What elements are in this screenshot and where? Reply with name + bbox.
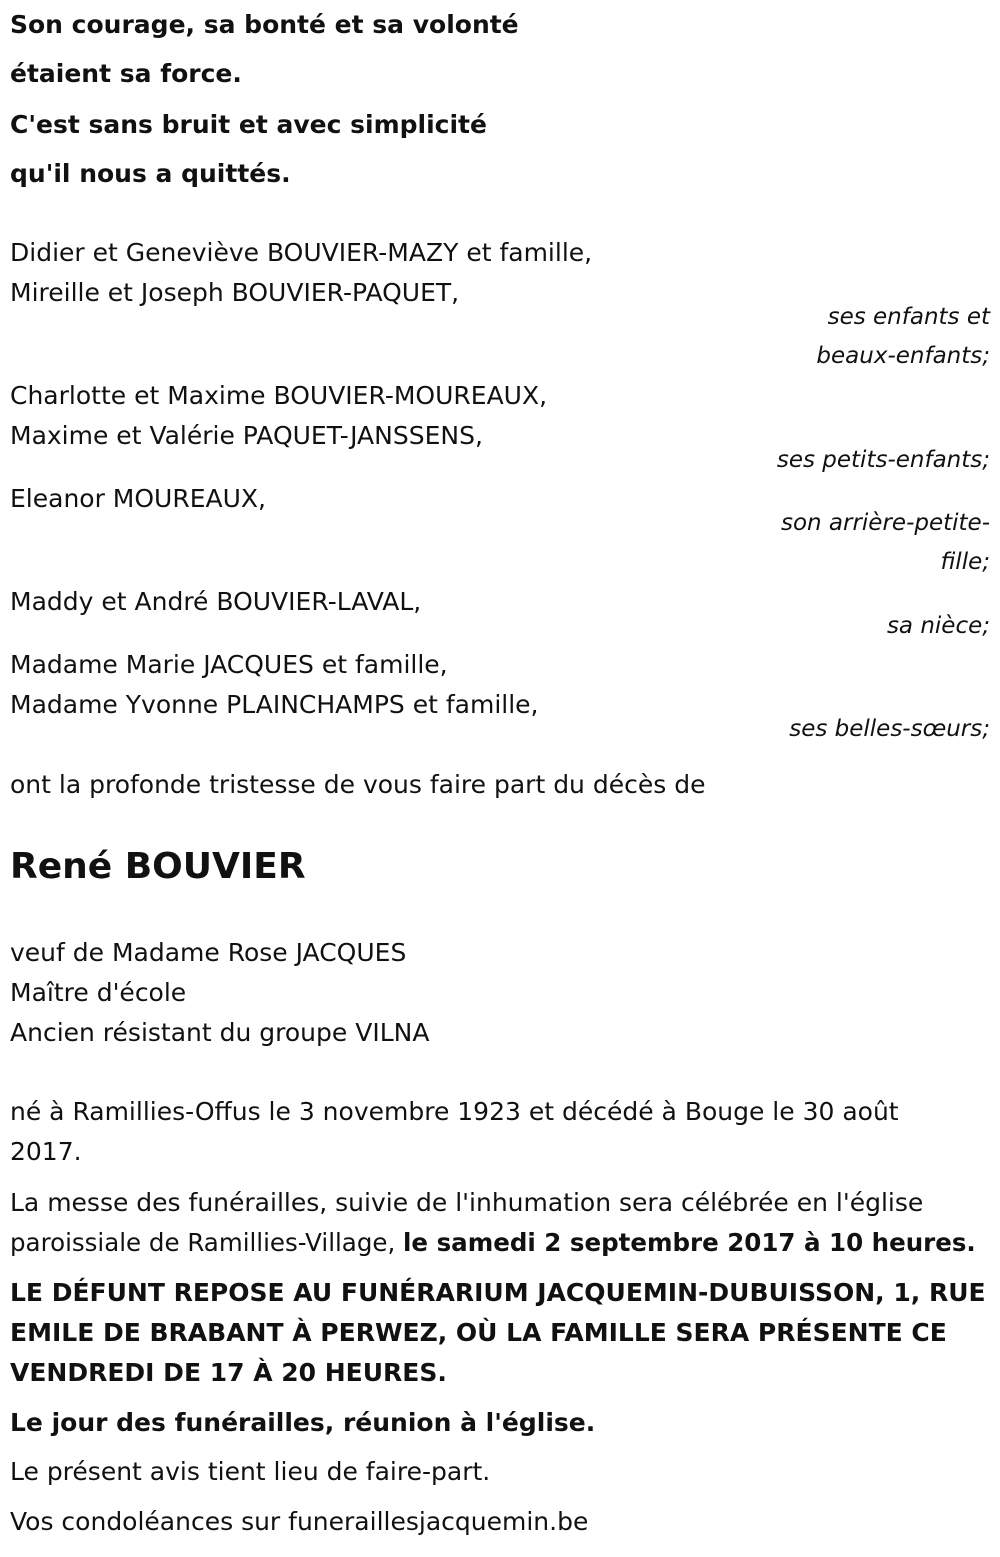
meeting-text: Le jour des funérailles, réunion à l'église. <box>10 1408 596 1437</box>
condolences-text: Vos condoléances sur funeraillesjacquemin.be <box>10 1507 589 1536</box>
ceremony-place: paroissiale de Ramillies-Village, <box>10 1228 404 1257</box>
grandchildren-role: ses petits-enfants; <box>776 447 990 473</box>
children-line-1: Didier et Geneviève BOUVIER-MAZY et famille, <box>10 238 593 267</box>
deceased-name: René BOUVIER <box>10 846 306 887</box>
ceremony-date: le samedi 2 septembre 2017 à 10 heures. <box>403 1228 976 1257</box>
detail-resistance: Ancien résistant du groupe VILNA <box>10 1018 430 1047</box>
sisters-in-law-line-1: Madame Marie JACQUES et famille, <box>10 650 448 679</box>
sisters-in-law-line-2: Madame Yvonne PLAINCHAMPS et famille, <box>10 690 539 719</box>
poem-line-3: C'est sans bruit et avec simplicité <box>10 110 487 139</box>
detail-profession: Maître d'école <box>10 978 187 1007</box>
great-grandchild-role-1: son arrière-petite- <box>780 510 990 536</box>
visitation-line-1: LE DÉFUNT REPOSE AU FUNÉRARIUM JACQUEMIN-DUBUISSON, 1, RUE <box>10 1278 986 1307</box>
visitation-line-2: EMILE DE BRABANT À PERWEZ, OÙ LA FAMILLE SERA PRÉSENTE CE <box>10 1318 947 1347</box>
children-role-2: beaux-enfants; <box>816 343 990 369</box>
notice-text: Le présent avis tient lieu de faire-part. <box>10 1457 491 1486</box>
grandchildren-line-2: Maxime et Valérie PAQUET-JANSSENS, <box>10 421 483 450</box>
great-grandchild-line: Eleanor MOUREAUX, <box>10 484 266 513</box>
ceremony-line-2 <box>10 1228 976 1258</box>
detail-widower: veuf de Madame Rose JACQUES <box>10 938 407 967</box>
birth-death-line-2: 2017. <box>10 1137 82 1166</box>
children-role-1: ses enfants et <box>827 304 990 330</box>
poem-line-1: Son courage, sa bonté et sa volonté <box>10 10 519 39</box>
children-line-2: Mireille et Joseph BOUVIER-PAQUET, <box>10 278 460 307</box>
ceremony-line-1: La messe des funérailles, suivie de l'inhumation sera célébrée en l'église <box>10 1188 924 1217</box>
birth-death-line-1: né à Ramillies-Offus le 3 novembre 1923 et décédé à Bouge le 30 août <box>10 1097 899 1126</box>
great-grandchild-role-2: fille; <box>940 549 990 575</box>
poem-line-4: qu'il nous a quittés. <box>10 159 291 188</box>
visitation-line-3: VENDREDI DE 17 À 20 HEURES. <box>10 1358 447 1387</box>
niece-line: Maddy et André BOUVIER-LAVAL, <box>10 587 422 616</box>
poem-line-2: étaient sa force. <box>10 59 242 88</box>
announcement-text: ont la profonde tristesse de vous faire part du décès de <box>10 770 706 799</box>
sisters-in-law-role: ses belles-sœurs; <box>789 716 990 742</box>
grandchildren-line-1: Charlotte et Maxime BOUVIER-MOUREAUX, <box>10 381 548 410</box>
niece-role: sa nièce; <box>886 613 990 639</box>
